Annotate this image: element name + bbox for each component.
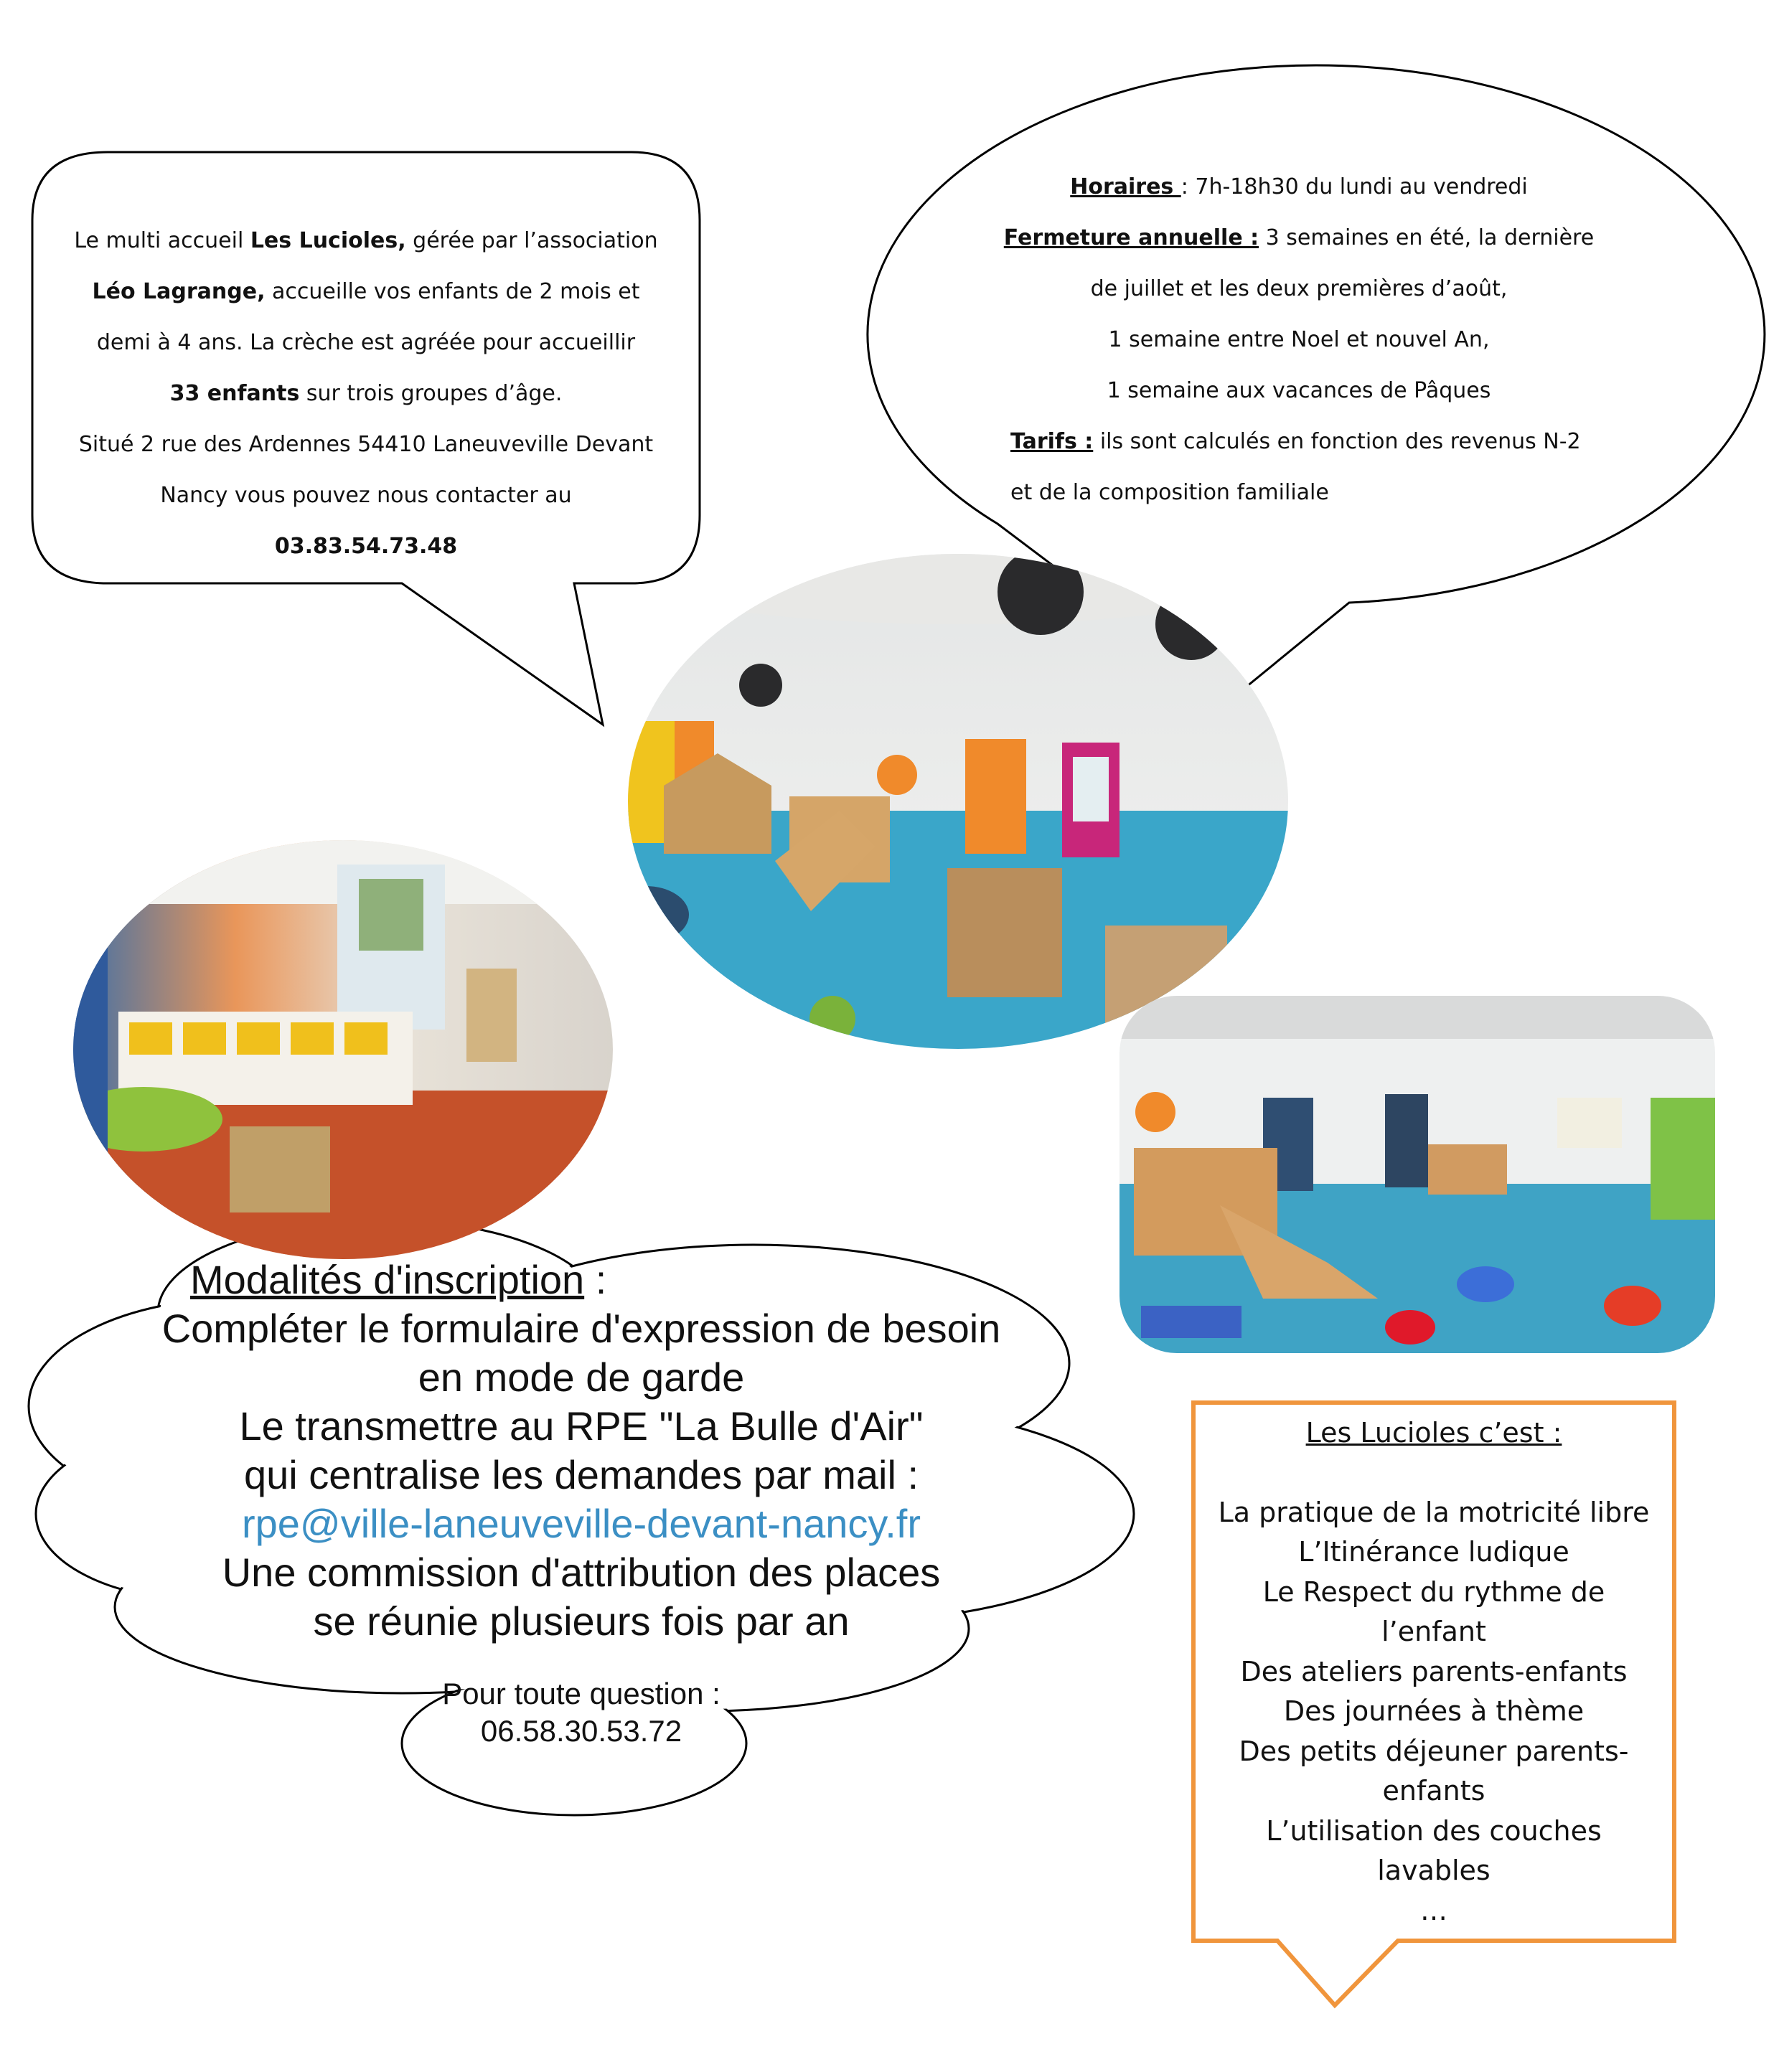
callout-item: enfants bbox=[1382, 1775, 1485, 1807]
intro-line-5: Situé 2 rue des Ardennes 54410 Laneuveville Devant bbox=[78, 432, 654, 457]
cloud-line-2: en mode de garde bbox=[418, 1355, 745, 1400]
cloud-title: Modalités d'inscription bbox=[190, 1257, 585, 1302]
intro-line-4: 33 enfants sur trois groupes d’âge. bbox=[169, 381, 563, 406]
callout-item: Le Respect du rythme de bbox=[1262, 1576, 1605, 1608]
email-link[interactable]: rpe@ville-laneuveville-devant-nancy.fr bbox=[241, 1501, 921, 1546]
callout-item: Des ateliers parents-enfants bbox=[1240, 1655, 1628, 1687]
fermeture-detail-3: 1 semaine aux vacances de Pâques bbox=[1107, 378, 1491, 403]
intro-line-6: Nancy vous pouvez nous contacter au bbox=[160, 483, 572, 508]
intro-line-1: Le multi accueil Les Lucioles, gérée par l’association bbox=[74, 228, 658, 253]
cloud-title-line: Modalités d'inscription : bbox=[190, 1257, 607, 1302]
cloud-line-5: Une commission d'attribution des places bbox=[222, 1550, 941, 1595]
fermeture-detail-2: 1 semaine entre Noel et nouvel An, bbox=[1108, 327, 1490, 352]
callout-item: L’Itinérance ludique bbox=[1298, 1536, 1569, 1568]
cloud-question bbox=[380, 1675, 782, 1750]
callout bbox=[1193, 1413, 1674, 1931]
cloud-line-4: qui centralise les demandes par mail : bbox=[243, 1452, 919, 1497]
cloud-line-6: se réunie plusieurs fois par an bbox=[313, 1598, 850, 1644]
question-phone: 06.58.30.53.72 bbox=[480, 1714, 682, 1748]
intro-phone: 03.83.54.73.48 bbox=[274, 534, 458, 559]
hours-bubble bbox=[990, 161, 1607, 416]
intro-bubble bbox=[43, 215, 689, 572]
callout-title: Les Lucioles c’est : bbox=[1305, 1417, 1562, 1449]
horaires-line: Horaires : 7h-18h30 du lundi au vendredi bbox=[1070, 174, 1528, 199]
cloud-line-3: Le transmettre au RPE "La Bulle d'Air" bbox=[239, 1403, 924, 1449]
activity-room-photo bbox=[1119, 996, 1715, 1353]
intro-line-2: Léo Lagrange, accueille vos enfants de 2 mois et bbox=[92, 279, 640, 304]
cloud-line-1: Compléter le formulaire d'expression de besoin bbox=[161, 1306, 1001, 1351]
fermeture-detail-1: de juillet et les deux premières d’août, bbox=[1090, 276, 1508, 301]
intro-line-3: demi à 4 ans. La crèche est agréée pour accueillir bbox=[96, 330, 636, 355]
callout-ellipsis: … bbox=[1420, 1894, 1447, 1926]
callout-item: l’enfant bbox=[1381, 1616, 1486, 1647]
tarifs-line-2: et de la composition familiale bbox=[1010, 480, 1329, 505]
callout-item: La pratique de la motricité libre bbox=[1218, 1496, 1650, 1528]
callout-item: L’utilisation des couches bbox=[1266, 1814, 1602, 1847]
callout-item: Des petits déjeuner parents- bbox=[1239, 1735, 1629, 1767]
cloud-text bbox=[57, 1256, 1105, 1646]
callout-item: lavables bbox=[1377, 1855, 1491, 1886]
callout-item: Des journées à thème bbox=[1283, 1695, 1585, 1727]
question-label: Pour toute question : bbox=[442, 1677, 720, 1710]
tarifs-line: Tarifs : ils sont calculés en fonction des revenus N-2 bbox=[1010, 429, 1581, 454]
fermeture-line: Fermeture annuelle : 3 semaines en été, la dernière bbox=[1003, 225, 1595, 250]
nursery-room-photo bbox=[65, 839, 617, 1263]
